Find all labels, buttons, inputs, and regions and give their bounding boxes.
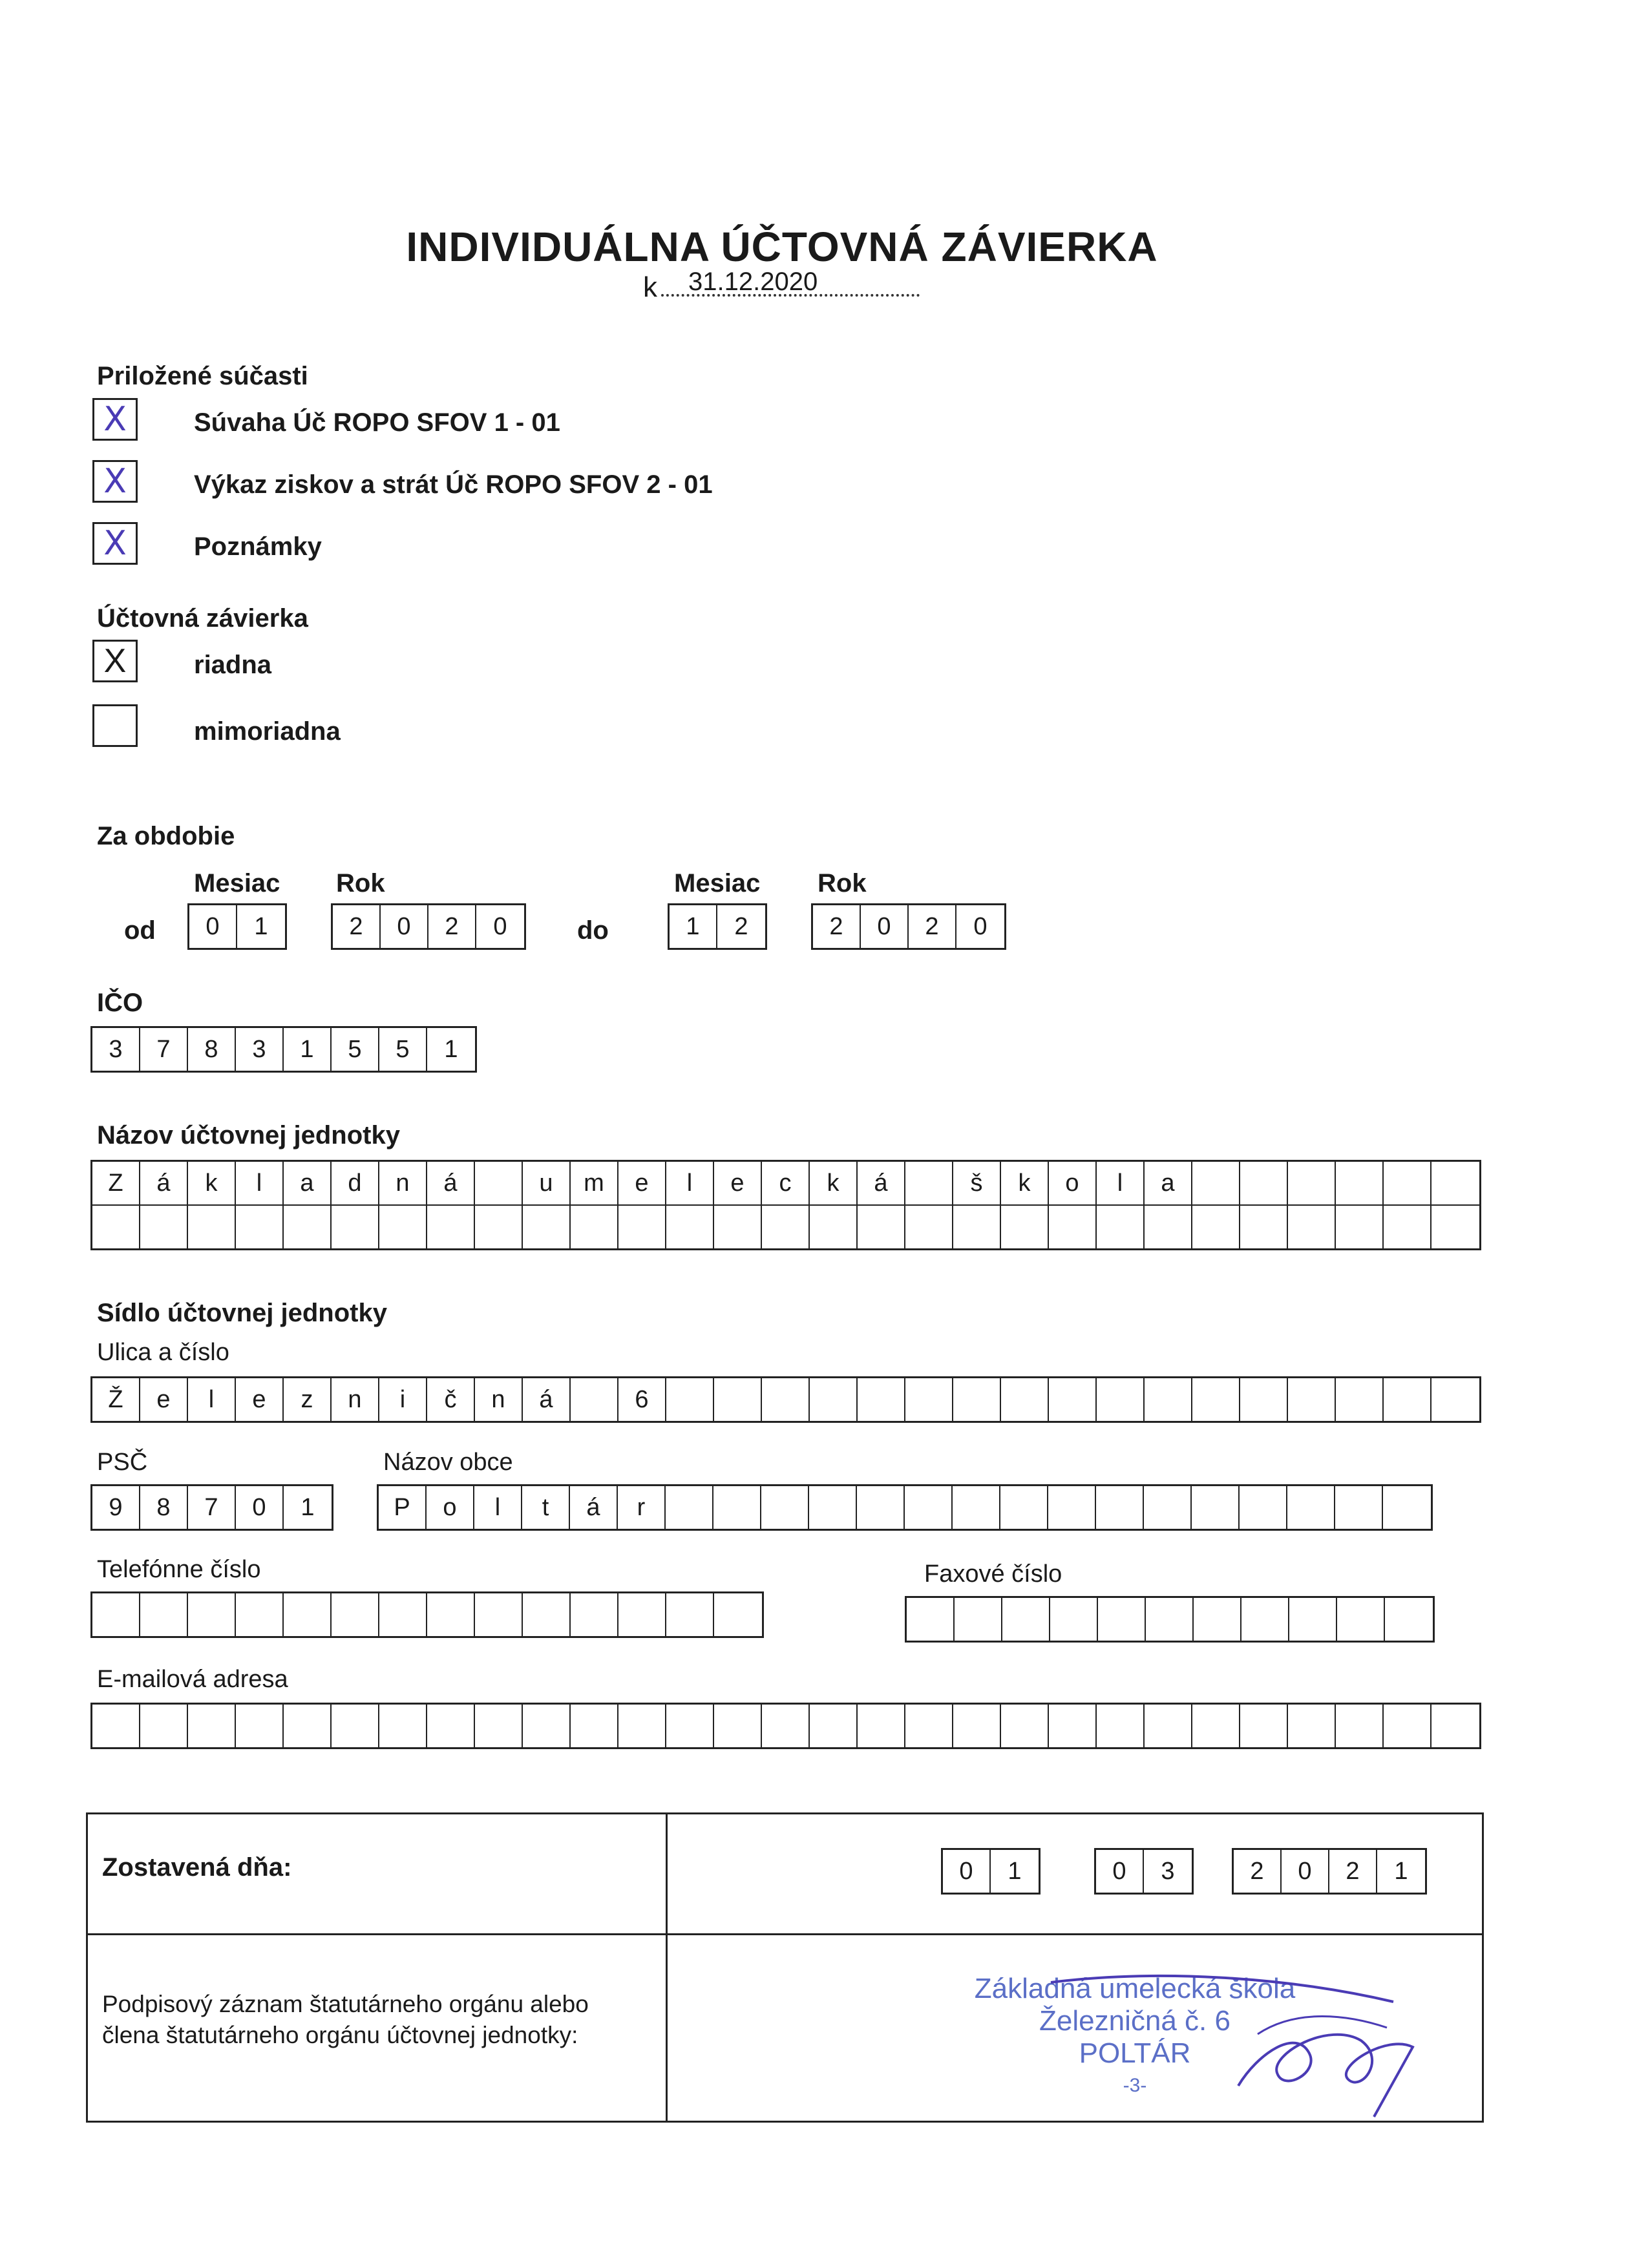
signature-label-line-1: Podpisový záznam štatutárneho orgánu alebo xyxy=(102,1991,589,2017)
char-cell: e xyxy=(236,1378,284,1421)
empty-cell xyxy=(618,1705,666,1747)
char-cell xyxy=(762,1378,810,1421)
char-cell: č xyxy=(427,1378,475,1421)
char-cell: a xyxy=(284,1162,332,1204)
char-cell: c xyxy=(762,1162,810,1204)
compiled-month-field[interactable] xyxy=(1094,1848,1194,1895)
email-field[interactable] xyxy=(90,1703,1481,1749)
entity-name-row-1 xyxy=(92,1162,1479,1204)
stamp-line-3: POLTÁR xyxy=(1079,2037,1191,2069)
seat-heading: Sídlo účtovnej jednotky xyxy=(97,1299,387,1327)
period-heading: Za obdobie xyxy=(97,822,235,850)
period-to-month-field[interactable] xyxy=(668,903,767,950)
period-to-label: do xyxy=(577,916,609,945)
empty-cell xyxy=(523,1705,571,1747)
char-cell xyxy=(666,1486,713,1529)
period-from-year-field[interactable] xyxy=(331,903,526,950)
statement-checkbox-extraordinary[interactable] xyxy=(92,704,138,747)
empty-cell xyxy=(379,1593,427,1636)
empty-cell xyxy=(1192,1705,1240,1747)
char-cell xyxy=(1001,1206,1049,1248)
empty-cell xyxy=(140,1705,188,1747)
digit-cell: 1 xyxy=(670,905,717,948)
empty-cell xyxy=(1289,1598,1337,1641)
digit-cell: 1 xyxy=(254,912,268,940)
char-cell xyxy=(475,1162,523,1204)
empty-cell xyxy=(953,1705,1001,1747)
char-cell: e xyxy=(714,1162,762,1204)
char-cell xyxy=(953,1378,1001,1421)
phone-label: Telefónne číslo xyxy=(97,1556,261,1583)
char-cell: 6 xyxy=(618,1378,666,1421)
period-to-year-label: Rok xyxy=(818,869,867,898)
char-cell: Z xyxy=(92,1162,140,1204)
char-cell: r xyxy=(618,1486,666,1529)
char-cell xyxy=(953,1206,1001,1248)
empty-cell xyxy=(1145,1705,1192,1747)
char-cell xyxy=(858,1206,905,1248)
char-cell: á xyxy=(523,1378,571,1421)
char-cell: 1 xyxy=(1394,1857,1408,1885)
char-cell xyxy=(1336,1378,1384,1421)
char-cell: á xyxy=(427,1162,475,1204)
empty-cell xyxy=(188,1705,236,1747)
char-cell: l xyxy=(236,1162,284,1204)
char-cell: t xyxy=(522,1486,570,1529)
char-cell xyxy=(571,1378,618,1421)
city-field[interactable] xyxy=(377,1484,1433,1531)
empty-cell xyxy=(1097,1705,1145,1747)
empty-cell xyxy=(666,1593,714,1636)
char-cell xyxy=(1192,1378,1240,1421)
char-cell xyxy=(1431,1162,1479,1204)
stamp-line-2: Železničná č. 6 xyxy=(1039,2005,1231,2037)
entity-name-heading: Názov účtovnej jednotky xyxy=(97,1121,400,1150)
char-cell xyxy=(761,1486,809,1529)
empty-cell xyxy=(140,1593,188,1636)
char-cell xyxy=(92,1206,140,1248)
char-cell xyxy=(571,1206,618,1248)
empty-cell xyxy=(571,1705,618,1747)
char-cell: 0 xyxy=(236,1486,284,1529)
empty-cell xyxy=(1001,1705,1049,1747)
char-cell: k xyxy=(188,1162,236,1204)
street-field[interactable] xyxy=(90,1376,1481,1423)
char-cell xyxy=(666,1378,714,1421)
char-cell xyxy=(618,1206,666,1248)
empty-cell xyxy=(714,1705,762,1747)
char-cell xyxy=(1383,1486,1431,1529)
char-cell: o xyxy=(427,1486,474,1529)
empty-cell xyxy=(284,1593,332,1636)
char-cell: i xyxy=(379,1378,427,1421)
char-cell xyxy=(140,1206,188,1248)
char-cell xyxy=(762,1206,810,1248)
empty-cell xyxy=(332,1593,379,1636)
period-from-label: od xyxy=(124,916,156,945)
char-cell: 1 xyxy=(1008,1857,1022,1885)
empty-cell xyxy=(1431,1705,1479,1747)
phone-field[interactable] xyxy=(90,1591,764,1638)
compiled-day-field[interactable] xyxy=(941,1848,1041,1895)
digit-cell: 1 xyxy=(284,1028,332,1071)
char-cell xyxy=(1049,1378,1097,1421)
char-cell xyxy=(1144,1486,1192,1529)
char-cell xyxy=(1192,1486,1240,1529)
char-cell: 2 xyxy=(1329,1850,1377,1893)
char-cell xyxy=(1145,1206,1192,1248)
digit-cell: 0 xyxy=(973,912,988,940)
empty-cell xyxy=(1241,1598,1289,1641)
digit-cell: 8 xyxy=(188,1028,236,1071)
empty-cell xyxy=(1098,1598,1146,1641)
char-cell xyxy=(475,1206,523,1248)
char-cell: n xyxy=(332,1378,379,1421)
period-from-month-label: Mesiac xyxy=(194,869,280,898)
char-cell xyxy=(666,1206,714,1248)
empty-cell xyxy=(332,1705,379,1747)
table-divider-horizontal xyxy=(88,1933,1482,1935)
char-cell xyxy=(236,1206,284,1248)
char-cell xyxy=(1048,1486,1096,1529)
char-cell: 2 xyxy=(1234,1850,1282,1893)
date-prefix: k xyxy=(643,271,657,303)
digit-cell: 5 xyxy=(379,1028,427,1071)
compiled-signature-table xyxy=(86,1812,1484,2123)
empty-cell xyxy=(1194,1598,1241,1641)
empty-cell xyxy=(714,1593,762,1636)
empty-cell xyxy=(475,1705,523,1747)
char-cell xyxy=(1288,1206,1336,1248)
table-divider-vertical xyxy=(666,1814,668,2121)
empty-cell xyxy=(905,1705,953,1747)
handwritten-signature xyxy=(1025,1944,1477,2118)
entity-name-row-2 xyxy=(92,1204,1479,1248)
empty-cell xyxy=(1385,1598,1433,1641)
char-cell xyxy=(1240,1162,1288,1204)
char-cell: Ž xyxy=(92,1378,140,1421)
char-cell xyxy=(1145,1378,1192,1421)
compiled-label: Zostavená dňa: xyxy=(102,1853,292,1882)
char-cell: l xyxy=(188,1378,236,1421)
document-title: INDIVIDUÁLNA ÚČTOVNÁ ZÁVIERKA xyxy=(406,224,1158,270)
char-cell: 9 xyxy=(92,1486,140,1529)
empty-cell xyxy=(1049,1705,1097,1747)
char-cell: á xyxy=(140,1162,188,1204)
char-cell xyxy=(1001,1378,1049,1421)
city-label: Názov obce xyxy=(383,1449,513,1476)
char-cell: e xyxy=(618,1162,666,1204)
empty-cell xyxy=(92,1593,140,1636)
char-cell xyxy=(332,1206,379,1248)
char-cell: 0 xyxy=(1282,1850,1329,1893)
empty-cell xyxy=(907,1598,955,1641)
ico-heading: IČO xyxy=(97,989,143,1017)
char-cell: l xyxy=(474,1486,522,1529)
char-cell xyxy=(905,1486,953,1529)
char-cell: 0 xyxy=(943,1850,991,1893)
char-cell xyxy=(1049,1206,1097,1248)
char-cell: á xyxy=(570,1486,618,1529)
digit-cell: 0 xyxy=(189,905,237,948)
stamp-line-4: -3- xyxy=(1123,2075,1147,2096)
char-cell xyxy=(1431,1206,1479,1248)
char-cell xyxy=(427,1206,475,1248)
stamp-line-1: Základná umelecká škola xyxy=(974,1973,1296,2004)
char-cell: 1 xyxy=(301,1493,315,1521)
statement-heading: Účtovná závierka xyxy=(97,604,308,633)
digit-cell: 2 xyxy=(813,905,861,948)
char-cell: 0 xyxy=(1096,1850,1144,1893)
empty-cell xyxy=(955,1598,1002,1641)
digit-cell: 0 xyxy=(381,905,428,948)
digit-cell: 7 xyxy=(140,1028,188,1071)
attached-checkbox-1[interactable]: X xyxy=(92,398,138,441)
char-cell: d xyxy=(332,1162,379,1204)
empty-cell xyxy=(523,1593,571,1636)
char-cell xyxy=(1288,1162,1336,1204)
char-cell: o xyxy=(1049,1162,1097,1204)
char-cell xyxy=(953,1486,1000,1529)
char-cell xyxy=(523,1206,571,1248)
char-cell xyxy=(188,1206,236,1248)
email-label: E-mailová adresa xyxy=(97,1666,288,1693)
char-cell xyxy=(714,1378,762,1421)
empty-cell xyxy=(1384,1705,1431,1747)
entity-name-field[interactable] xyxy=(90,1160,1481,1250)
closing-date-line xyxy=(643,268,920,304)
char-cell: š xyxy=(953,1162,1001,1204)
period-to-month-label: Mesiac xyxy=(674,869,761,898)
char-cell: n xyxy=(475,1378,523,1421)
fax-label: Faxové číslo xyxy=(924,1560,1062,1588)
compiled-year-field[interactable] xyxy=(1232,1848,1427,1895)
period-from-month-field[interactable] xyxy=(187,903,287,950)
empty-cell xyxy=(1240,1705,1288,1747)
empty-cell xyxy=(1002,1598,1050,1641)
attached-checkbox-2[interactable]: X xyxy=(92,460,138,503)
char-cell: n xyxy=(379,1162,427,1204)
empty-cell xyxy=(666,1705,714,1747)
empty-cell xyxy=(92,1705,140,1747)
attached-label-3: Poznámky xyxy=(194,532,322,561)
digit-cell: 3 xyxy=(92,1028,140,1071)
char-cell xyxy=(1192,1206,1240,1248)
char-cell xyxy=(1096,1486,1144,1529)
empty-cell xyxy=(858,1705,905,1747)
empty-cell xyxy=(1336,1705,1384,1747)
digit-cell: 0 xyxy=(493,912,507,940)
digit-cell: 2 xyxy=(428,905,476,948)
char-cell xyxy=(905,1162,953,1204)
char-cell: 8 xyxy=(140,1486,188,1529)
digit-cell: 3 xyxy=(236,1028,284,1071)
char-cell xyxy=(858,1378,905,1421)
statement-checkbox-regular[interactable]: X xyxy=(92,640,138,682)
char-cell xyxy=(713,1486,761,1529)
empty-cell xyxy=(379,1705,427,1747)
char-cell xyxy=(1240,1206,1288,1248)
empty-cell xyxy=(1050,1598,1098,1641)
digit-cell: 2 xyxy=(734,912,748,940)
char-cell xyxy=(857,1486,905,1529)
digit-cell: 1 xyxy=(444,1035,458,1063)
empty-cell xyxy=(284,1705,332,1747)
empty-cell xyxy=(571,1593,618,1636)
street-label: Ulica a číslo xyxy=(97,1339,229,1366)
char-cell: u xyxy=(523,1162,571,1204)
attached-heading: Priložené súčasti xyxy=(97,362,308,390)
char-cell xyxy=(905,1378,953,1421)
attached-checkbox-3[interactable]: X xyxy=(92,522,138,565)
digit-cell: 5 xyxy=(332,1028,379,1071)
empty-cell xyxy=(1337,1598,1385,1641)
char-cell xyxy=(810,1378,858,1421)
char-cell xyxy=(1384,1206,1431,1248)
char-cell: k xyxy=(1001,1162,1049,1204)
empty-cell xyxy=(236,1705,284,1747)
psc-field[interactable] xyxy=(90,1484,333,1531)
fax-field[interactable] xyxy=(905,1596,1435,1643)
char-cell xyxy=(1000,1486,1048,1529)
char-cell: P xyxy=(379,1486,427,1529)
char-cell xyxy=(1384,1378,1431,1421)
empty-cell xyxy=(618,1593,666,1636)
char-cell xyxy=(1336,1206,1384,1248)
char-cell xyxy=(905,1206,953,1248)
char-cell xyxy=(1240,1486,1287,1529)
char-cell: 7 xyxy=(188,1486,236,1529)
char-cell: l xyxy=(666,1162,714,1204)
char-cell: k xyxy=(810,1162,858,1204)
char-cell xyxy=(1240,1378,1288,1421)
empty-cell xyxy=(762,1705,810,1747)
char-cell xyxy=(1288,1378,1336,1421)
char-cell xyxy=(714,1206,762,1248)
signature-label-line-2: člena štatutárneho orgánu účtovnej jednotky: xyxy=(102,2022,578,2048)
signature-label xyxy=(102,1989,589,2051)
ico-field[interactable] xyxy=(90,1026,477,1073)
char-cell: m xyxy=(571,1162,618,1204)
char-cell: e xyxy=(140,1378,188,1421)
empty-cell xyxy=(1288,1705,1336,1747)
char-cell xyxy=(1336,1162,1384,1204)
char-cell xyxy=(379,1206,427,1248)
char-cell xyxy=(1384,1162,1431,1204)
statement-label-extraordinary: mimoriadna xyxy=(194,717,341,746)
empty-cell xyxy=(475,1593,523,1636)
empty-cell xyxy=(1146,1598,1194,1641)
char-cell: á xyxy=(858,1162,905,1204)
char-cell xyxy=(809,1486,857,1529)
char-cell: a xyxy=(1145,1162,1192,1204)
attached-label-2: Výkaz ziskov a strát Úč ROPO SFOV 2 - 01 xyxy=(194,470,713,499)
digit-cell: 2 xyxy=(909,905,956,948)
char-cell: 3 xyxy=(1161,1857,1175,1885)
char-cell xyxy=(1335,1486,1383,1529)
empty-cell xyxy=(427,1705,475,1747)
empty-cell xyxy=(236,1593,284,1636)
empty-cell xyxy=(188,1593,236,1636)
statement-label-regular: riadna xyxy=(194,651,272,679)
char-cell: z xyxy=(284,1378,332,1421)
char-cell xyxy=(1431,1378,1479,1421)
digit-cell: 2 xyxy=(333,905,381,948)
psc-label: PSČ xyxy=(97,1449,148,1476)
digit-cell: 0 xyxy=(861,905,909,948)
empty-cell xyxy=(427,1593,475,1636)
closing-date-value: 31.12.2020 xyxy=(688,268,818,296)
char-cell xyxy=(1192,1162,1240,1204)
period-from-year-label: Rok xyxy=(336,869,385,898)
period-to-year-field[interactable] xyxy=(811,903,1006,950)
char-cell: l xyxy=(1097,1162,1145,1204)
char-cell xyxy=(1287,1486,1335,1529)
attached-label-1: Súvaha Úč ROPO SFOV 1 - 01 xyxy=(194,408,560,437)
char-cell xyxy=(810,1206,858,1248)
char-cell xyxy=(1097,1206,1145,1248)
char-cell xyxy=(284,1206,332,1248)
char-cell xyxy=(1097,1378,1145,1421)
empty-cell xyxy=(810,1705,858,1747)
